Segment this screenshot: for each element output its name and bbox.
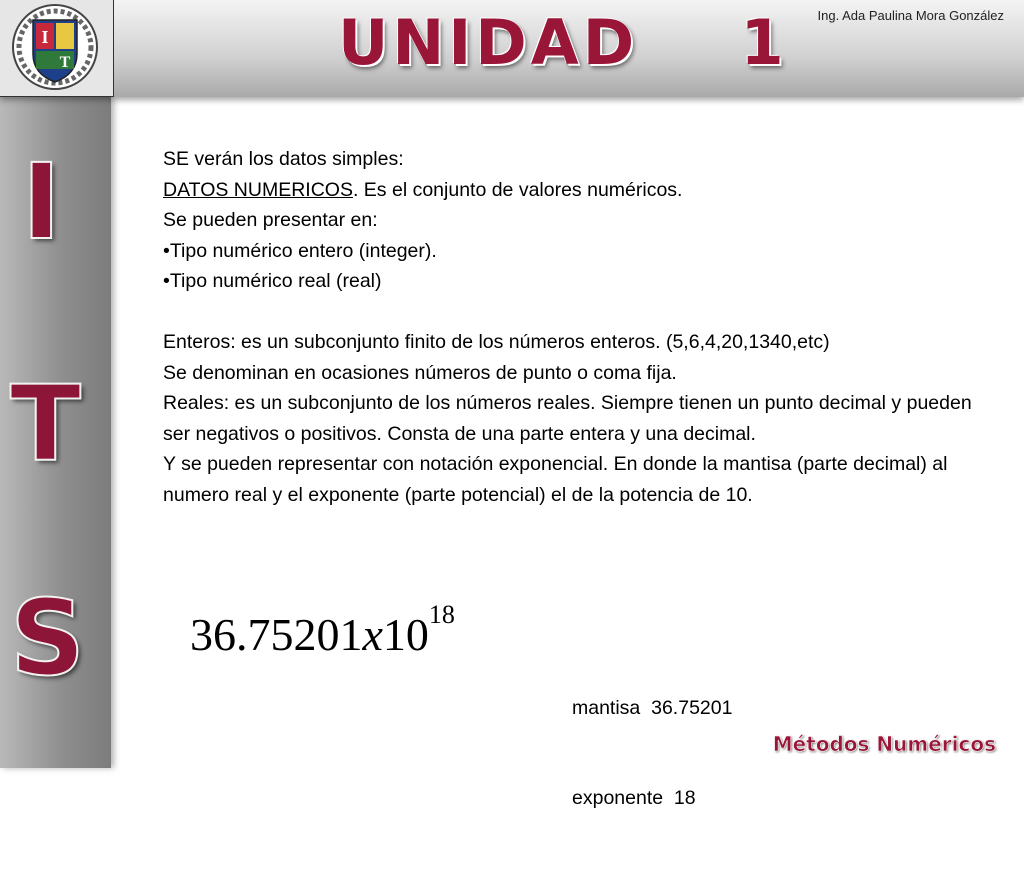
spacer (163, 297, 983, 328)
definition-line (163, 175, 983, 206)
formula-mantissa: 36.75201 (190, 609, 363, 660)
fixed-point-paragraph: Se denominan en ocasiones números de punto o coma fija. (163, 361, 677, 384)
svg-text:I: I (41, 27, 49, 47)
mantissa-label: mantisa 36.75201 (572, 697, 733, 719)
exponent-label: exponente 18 (572, 787, 696, 809)
sidebar-letter-s: S (10, 577, 85, 699)
integers-paragraph: Enteros: es un subconjunto finito de los números enteros. (5,6,4,20,1340,etc) (163, 331, 830, 353)
sidebar-letter-i: I (22, 141, 61, 263)
sidebar-letter-t: T (10, 363, 81, 485)
author-name: Ing. Ada Paulina Mora González (817, 8, 1004, 23)
presentation-line: Se pueden presentar en: (163, 209, 378, 231)
formula-times: x (362, 609, 383, 660)
exponential-formula (190, 600, 455, 661)
course-title: Métodos Numéricos (772, 732, 996, 756)
page-title: UNIDAD 1 (338, 6, 788, 79)
bullet-integer: •Tipo numérico entero (integer). (163, 239, 437, 262)
slide-body (163, 144, 983, 510)
bullet-real: •Tipo numérico real (real) (163, 270, 382, 292)
svg-text:T: T (59, 54, 71, 71)
logo (0, 0, 114, 97)
formula-legend (572, 633, 732, 873)
intro-line: SE verán los datos simples: (163, 148, 404, 170)
formula-base: 10 (382, 609, 429, 660)
formula-exponent: 18 (428, 600, 455, 629)
its-shield-logo-icon (3, 2, 107, 92)
definition-text: . Es el conjunto de valores numéricos. (352, 178, 683, 201)
exponential-paragraph: Y se pueden representar con notación exponencial. En donde la mantisa (parte decimal) al numero real y el exponente (parte potencial) el de la potencia de 10. (163, 453, 948, 506)
numeric-data-term: DATOS NUMERICOS (163, 178, 353, 201)
reals-paragraph: Reales: es un subconjunto de los números reales. Siempre tienen un punto decimal y pueden ser negativos o positivos. Consta de una parte entera y una decimal. (163, 392, 972, 445)
